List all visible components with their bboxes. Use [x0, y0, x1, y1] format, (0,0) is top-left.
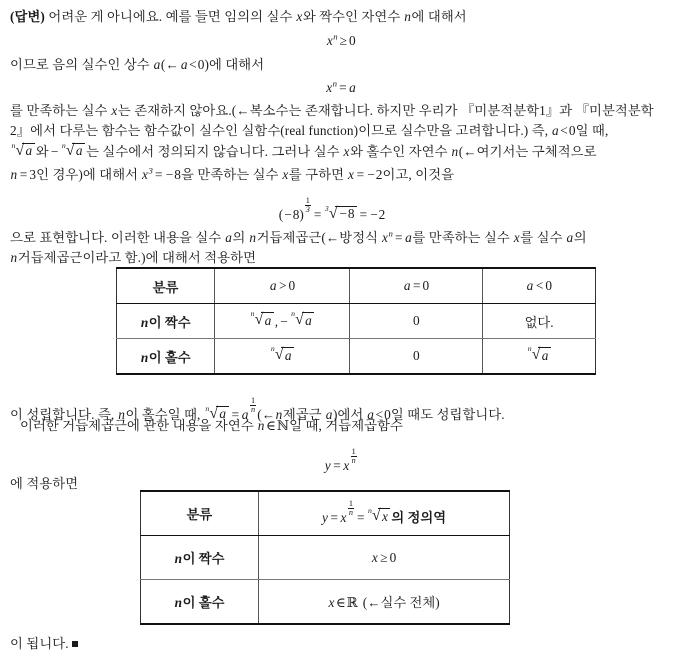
line9-lt: <	[375, 407, 384, 423]
t1r2c3-sign: √	[531, 345, 541, 363]
line6-minus2: −	[367, 167, 375, 182]
t2r1-n: n	[174, 551, 183, 566]
table-power-function-domain	[140, 490, 510, 625]
table1-cell-even-positive	[215, 304, 350, 339]
t1r2c1-a: a	[284, 347, 292, 363]
paragraph-line-4	[10, 124, 674, 137]
eq4-eq: =	[333, 458, 341, 474]
line7-text-g: 의	[573, 230, 587, 245]
line2-a2: a	[180, 57, 188, 72]
line10-n: n	[257, 418, 265, 433]
l9-a: a	[219, 406, 227, 422]
l9-frac-num: 1	[251, 395, 256, 405]
line9-a2: a	[241, 407, 249, 423]
eq3-minus2: −	[370, 207, 378, 223]
table-row	[117, 304, 596, 339]
line7-a2: a	[405, 230, 412, 245]
line10-text-b: 일 때, 거듭제곱함수	[289, 418, 403, 433]
t1r2c1-idx: n	[270, 344, 275, 354]
line9-text-e: 일 때도 성립합니다.	[390, 407, 505, 423]
radical-nth-root-a-2	[61, 140, 85, 160]
t2r1-label: 이 짝수	[182, 551, 225, 566]
t2r2-n: n	[174, 595, 183, 610]
line3-x: x	[111, 103, 118, 118]
table-row	[141, 491, 510, 536]
eq1-exp-n: n	[333, 31, 338, 42]
eq3-eq2: =	[359, 207, 368, 223]
line9-a4: a	[367, 407, 375, 423]
eq3-eight: 8	[292, 207, 300, 223]
line3-text-b: 는 존재하지 않아요.(	[117, 103, 237, 118]
line9-lparen: (	[257, 407, 262, 423]
eq1-zero: 0	[348, 33, 356, 48]
table1-header-a-eq-0	[350, 268, 483, 304]
eq3-frac-den: 3	[305, 205, 310, 215]
radical-index-3: 3	[324, 203, 329, 213]
t1r2c3-a: a	[541, 347, 549, 363]
line7-text-b: 의	[232, 230, 249, 245]
t2h-suffix: 의 정의역	[391, 510, 447, 526]
eq3-eq: =	[313, 207, 322, 223]
line4-a: a	[552, 123, 559, 138]
line7-text-c: 거듭제곱근(	[256, 230, 326, 245]
line7-text-f: 를 실수	[520, 230, 566, 245]
line8-text-a: 거듭제곱근이라고 함.)에 대해서 적용하면	[17, 250, 257, 265]
paragraph-line-12	[10, 637, 674, 650]
line7-n: n	[249, 230, 257, 245]
line2-zero: 0	[197, 57, 205, 72]
line4-text-a: 2』에서 다루는 함수는 함수값이 실수인 실함수(real function)이므로 실수만을 고려합니다.) 즉,	[10, 123, 552, 138]
line1-text-b: 와 짝수인 자연수	[302, 9, 404, 24]
symbol-n: n	[404, 9, 411, 24]
t1r1c1-comma: ,	[274, 313, 279, 329]
line5-n: n	[451, 144, 459, 159]
t2r2-label: 이 홀수	[182, 595, 225, 610]
line6-n: n	[10, 167, 18, 182]
line6-text-b: 을 만족하는 실수	[181, 167, 282, 182]
t2r2-note: 실수 전체	[380, 595, 436, 610]
radical-nth-root-x-t2	[367, 505, 390, 526]
radical-sign-3: √	[328, 205, 338, 223]
line7-a3: a	[566, 230, 574, 245]
radical-radicand-a-2: a	[75, 143, 83, 159]
t1h3-a: a	[526, 278, 534, 293]
t2r1-x: x	[371, 549, 378, 565]
line2-lt: <	[189, 57, 197, 72]
answer-label: (답변)	[10, 9, 45, 24]
line9-n: n	[118, 407, 125, 423]
t1r1c1-minus: −	[280, 313, 288, 329]
table1-header-a-lt-0	[483, 268, 596, 304]
left-arrow-icon: ←	[165, 57, 179, 72]
radical-nth-root-a-t1a	[250, 309, 274, 330]
line8-n: n	[10, 250, 18, 265]
table-row	[141, 580, 510, 625]
line9-a3: a	[325, 407, 333, 423]
line6-minus: −	[165, 167, 174, 182]
t1r1c1-sign2: √	[295, 310, 304, 328]
eq3-frac-num: 1	[305, 195, 310, 205]
equation-3	[0, 195, 682, 223]
t1r2-label: 이 홀수	[148, 349, 191, 365]
eq2-x: x	[326, 80, 333, 95]
paragraph-line-2	[10, 58, 674, 71]
table-nth-root-classification	[116, 267, 596, 375]
t2r2-x: x	[328, 595, 335, 610]
line9-text-c: 제곱근	[282, 407, 326, 423]
t1r1c1-idx2: n	[291, 309, 295, 319]
paragraph-line-3	[10, 104, 674, 117]
eq2-eq: =	[339, 80, 347, 95]
t1r2-n: n	[140, 349, 149, 365]
equation-1	[0, 31, 682, 48]
left-arrow-icon-2: ←	[236, 103, 250, 118]
equation-4	[0, 446, 682, 474]
t2h-y: y	[322, 510, 328, 526]
t1r1c1-sign: √	[254, 310, 264, 328]
line7-text-e: 를 만족하는 실수	[412, 230, 514, 245]
t2r1-geq: ≥	[380, 549, 388, 565]
radical-nth-root-a-t1b	[291, 309, 315, 330]
eq3-two: 2	[378, 207, 386, 223]
paragraph-line-1	[10, 10, 674, 23]
t2r1-zero: 0	[389, 549, 397, 565]
radical-cube-root-neg8	[324, 203, 356, 223]
table1-cell-even-zero: 0	[350, 304, 483, 339]
t1h1-0: 0	[288, 278, 296, 293]
l9-frac-den: n	[251, 405, 256, 415]
l9-idx: n	[205, 403, 210, 413]
line6-text-d: 이고, 이것을	[382, 167, 455, 182]
line2-text-a: 이므로 음의 실수인 상수	[10, 57, 154, 72]
line6-x: x	[142, 167, 149, 182]
line5-text-a: 와	[35, 144, 49, 159]
line7-x2: x	[513, 230, 520, 245]
table2-cell-odd-domain	[258, 580, 509, 625]
line6-text-c: 를 구하면	[288, 167, 348, 182]
radical-index-n-2: n	[61, 140, 66, 150]
line5-minus: −	[50, 144, 59, 159]
line5-text-d: 여기서는 구체적으로	[476, 144, 597, 159]
end-of-proof-marker	[72, 641, 78, 647]
line3-text-a: 를 만족하는 실수	[10, 103, 111, 118]
t2h-idx: n	[367, 505, 372, 515]
table1-row-label-odd	[117, 339, 215, 375]
table1-row-label-even	[117, 304, 215, 339]
table2-header-domain	[258, 491, 509, 536]
eq3-lparen: (	[278, 207, 284, 223]
t1h3-lt: <	[535, 278, 544, 293]
t2h-eq: =	[330, 510, 338, 526]
line10-text-a: 이러한 거듭제곱근에 관한 내용을 자연수	[20, 418, 258, 433]
line7-a: a	[225, 230, 232, 245]
eq4-x: x	[343, 458, 350, 474]
line9-text-a: 이 성립합니다. 즉,	[10, 407, 118, 423]
paragraph-line-7	[10, 228, 674, 245]
table1-cell-odd-positive	[215, 339, 350, 375]
table1-header-a-gt-0	[215, 268, 350, 304]
line6-two: 2	[375, 167, 383, 182]
t1r1c1-idx: n	[250, 309, 255, 319]
line9-n2: n	[275, 407, 283, 423]
line2-rparen: )	[204, 57, 209, 72]
table1-cell-odd-negative	[483, 339, 596, 375]
left-arrow-icon-3: ←	[463, 144, 477, 159]
table1-header-category: 분류	[117, 268, 215, 304]
eq4-exponent-one-over-n	[350, 448, 358, 466]
line9-text-d: )에서	[332, 407, 367, 423]
eq4-frac-num: 1	[351, 446, 356, 456]
line6-eq2: =	[155, 167, 163, 182]
equation-2	[0, 78, 682, 95]
eq1-x: x	[326, 33, 333, 48]
table2-row-label-even	[141, 536, 259, 580]
line2-text-b: 에 대해서	[208, 57, 265, 72]
eq3-rad-minus: −	[339, 206, 347, 222]
t1r1c1-a: a	[264, 312, 272, 328]
line6-eight: 8	[174, 167, 181, 182]
line9-eq: =	[231, 407, 240, 423]
t2r2-rparen: )	[435, 595, 440, 610]
line6-exp-3: 3	[148, 165, 154, 176]
eq3-minus: −	[284, 207, 292, 223]
line1-text-c: 에 대해서	[411, 9, 467, 24]
symbol-x: x	[296, 9, 303, 24]
t1h2-eq: =	[413, 278, 421, 293]
line2-lparen: (	[160, 57, 166, 72]
paragraph-line-10	[20, 419, 674, 433]
t2h-x: x	[340, 510, 347, 526]
t1h2-a: a	[403, 278, 411, 293]
paragraph-line-6	[10, 165, 674, 182]
t2h-sign: √	[371, 507, 381, 525]
t2r2-lparen: (	[362, 595, 368, 610]
paragraph-line-11: 에 적용하면	[10, 476, 79, 491]
radical-nth-root-a-1	[11, 140, 35, 160]
eq3-rad-eight: 8	[347, 206, 355, 222]
line10-in: ∈	[265, 418, 276, 433]
t1h1-a: a	[269, 278, 277, 293]
left-arrow-icon-6: ←	[367, 595, 381, 610]
table1-cell-even-negative: 없다.	[483, 304, 596, 339]
radical-sign-2: √	[65, 142, 75, 160]
line5-lparen: (	[458, 144, 464, 159]
line10-naturals: ℕ	[276, 419, 290, 434]
eq4-y: y	[324, 458, 331, 474]
radical-nth-root-a-t1c	[270, 344, 294, 365]
line7-eq: =	[395, 230, 403, 245]
t2h-frac-den: n	[348, 508, 353, 518]
t1h2-0: 0	[422, 278, 430, 293]
eq2-exp-n: n	[332, 78, 338, 89]
t1r1-n: n	[140, 314, 149, 330]
t2h-frac-num: 1	[348, 498, 353, 508]
table-row	[141, 536, 510, 580]
eq2-a: a	[349, 80, 356, 95]
line6-x2: x	[282, 167, 289, 182]
t1r2c3-idx: n	[527, 344, 532, 354]
line9-exponent-one-over-n	[249, 397, 257, 415]
table2-row-label-odd	[141, 580, 259, 625]
t1r1-label: 이 짝수	[148, 314, 191, 330]
table2-cell-even-domain	[258, 536, 509, 580]
line6-three: 3	[29, 167, 37, 182]
t2h-radicand-x: x	[381, 509, 388, 525]
symbol-a: a	[153, 57, 161, 72]
eq4-frac-den: n	[351, 456, 356, 466]
radical-nth-root-a-t1d	[527, 344, 551, 365]
t1r1c1-a2: a	[305, 312, 312, 328]
radical-radicand-a: a	[25, 143, 33, 159]
eq1-geq: ≥	[339, 33, 347, 48]
table2-header-category: 분류	[141, 491, 259, 536]
line6-eq: =	[19, 167, 28, 182]
line9-zero: 0	[384, 407, 391, 423]
radical-sign: √	[15, 142, 25, 160]
t2h-eq2: =	[356, 510, 365, 526]
line4-text-b: 일 때,	[575, 123, 609, 138]
paragraph-line-8	[10, 251, 674, 264]
line12-text: 이 됩니다.	[10, 636, 69, 651]
line6-x3: x	[348, 167, 355, 182]
t1h3-0: 0	[545, 278, 552, 293]
l9-sign: √	[209, 405, 219, 423]
table-row	[117, 339, 596, 375]
line9-text-b: 이 홀수일 때,	[125, 407, 204, 423]
line4-lt: <	[560, 123, 568, 138]
line7-text-a: 으로 표현합니다. 이러한 내용을 실수	[10, 230, 225, 245]
line7-exp-n: n	[388, 228, 394, 239]
line6-eq3: =	[356, 167, 365, 182]
line7-text-d: 방정식	[339, 230, 382, 245]
left-arrow-icon-4: ←	[325, 230, 340, 245]
t2h-exponent-one-over-n	[347, 500, 355, 518]
left-arrow-icon-5: ←	[261, 407, 276, 423]
t1r2c1-sign: √	[274, 345, 284, 363]
paragraph-line-5	[10, 140, 674, 160]
eq3-rparen: )	[299, 207, 304, 223]
line7-x: x	[382, 230, 389, 245]
eq3-exponent-one-third	[304, 197, 312, 215]
t2r2-reals: ℝ	[346, 596, 358, 611]
line3-text-c: 복소수는 존재합니다. 하지만 우리가 『미분적분학1』과 『미분적분학	[249, 103, 654, 118]
t2r2-in: ∈	[335, 595, 346, 610]
line5-text-c: 와 홀수인 자연수	[350, 144, 451, 159]
line1-text-a: 어려운 게 아니에요. 예를 들면 임의의 실수	[44, 9, 296, 24]
table-row	[117, 268, 596, 304]
line5-x: x	[343, 144, 350, 159]
line5-text-b: 는 실수에서 정의되지 않습니다. 그러나 실수	[86, 144, 344, 159]
radical-index-n: n	[11, 140, 16, 150]
line6-text-a: 인 경우)에 대해서	[36, 167, 142, 182]
line4-zero: 0	[568, 123, 576, 138]
t1h1-gt: >	[278, 278, 287, 293]
table1-cell-odd-zero: 0	[350, 339, 483, 375]
